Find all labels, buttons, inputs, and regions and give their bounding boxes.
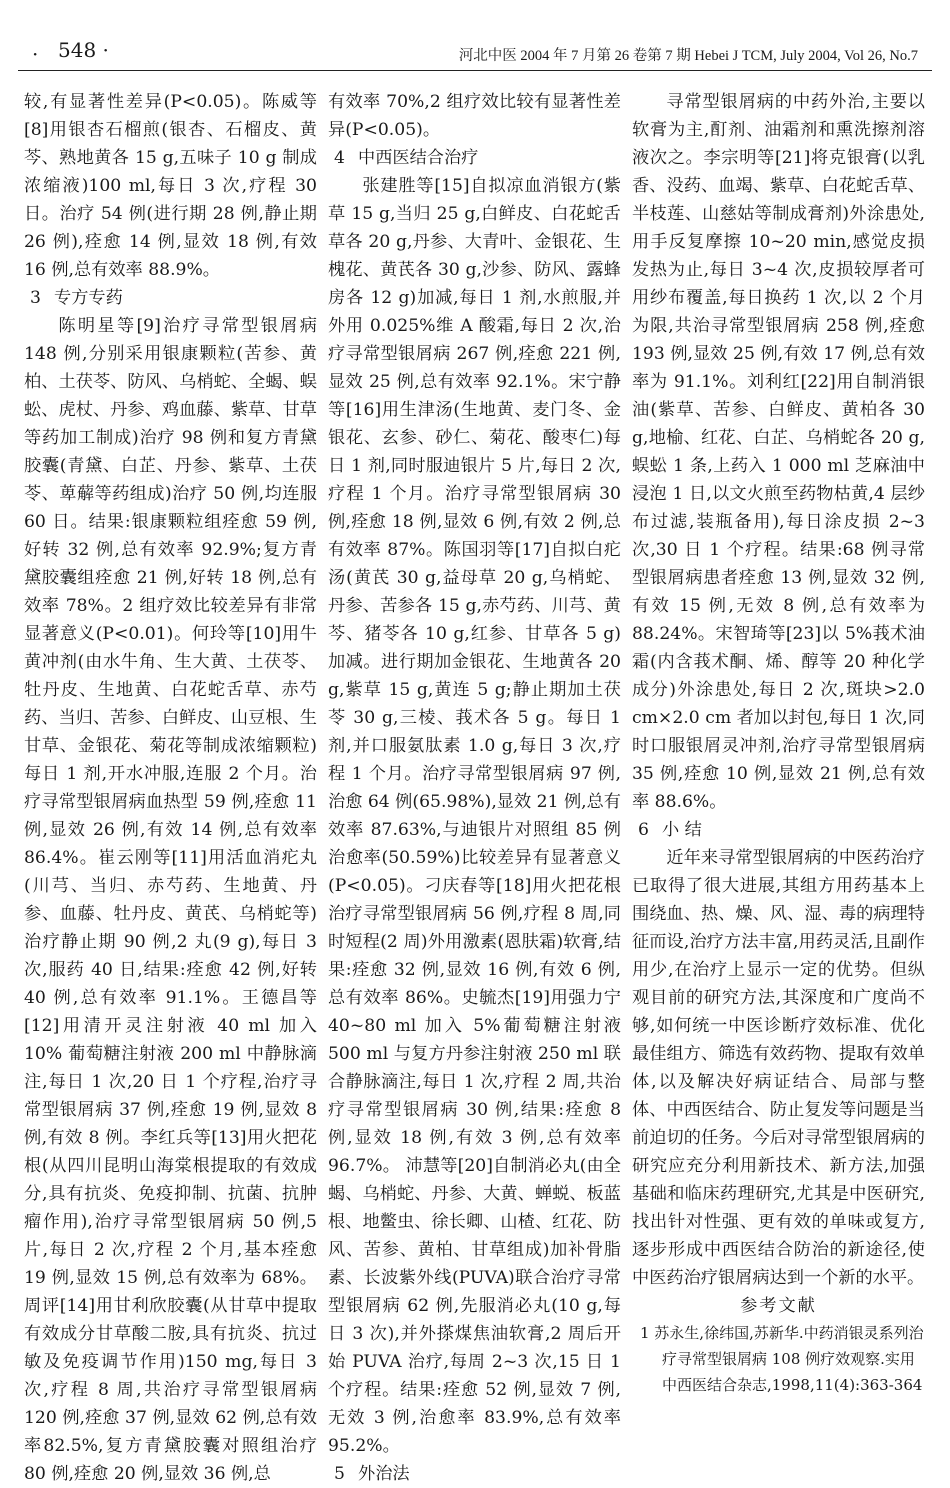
journal-running-title: 河北中医 2004 年 7 月第 26 卷第 7 期 Hebei J TCM, July 2004, Vol 26, No.7 [458, 48, 918, 64]
paragraph: 近年来寻常型银屑病的中医药治疗已取得了很大进展,其组方用药基本上围绕血、热、燥、风、湿、毒的病理特征而设,治疗方法丰富,用药灵活,且副作用少,在治疗上显示一定的优势。但纵观目前的研究方法,其深度和广度尚不够,如何统一中医诊断疗效标准、优化最佳组方、筛选有效药物、提取有效单体,以及解决好病证结合、局部与整体、中西医结合、防止复发等问题是当前迫切的任务。今后对寻常型银屑病的研究应充分利用新技术、新方法,加强基础和临床药理研究,尤其是中医研究,找出针对性强、更有效的单味或复方,逐步形成中西医结合防治的新途径,使中医药治疗银屑病达到一个新的水平。 [632, 848, 925, 1288]
paragraph-continued: 较,有显著性差异(P<0.05)。陈威等[8]用银杏石榴煎(银杏、石榴皮、黄芩、熟地黄各 15 g,五味子 10 g 制成浓缩液)100 ml,每日 3 次,疗程 30 日。治疗 54 例(进行期 28 例,静止期 26 例),痊愈 14 例,显效 18 例,有效 16 例,总有效率 88.9%。 [24, 92, 317, 280]
column-left [24, 88, 317, 1488]
column-middle [328, 88, 621, 1488]
page-number: 548 · [58, 38, 109, 62]
section-number: 3 [30, 288, 41, 308]
section-title: 中西医结合治疗 [358, 148, 479, 168]
section-title: 专方专药 [54, 288, 123, 308]
references-heading: 参考文献 [740, 1296, 817, 1316]
header-rule [18, 70, 932, 71]
section-title: 外治法 [358, 1464, 410, 1484]
column-right [632, 88, 925, 1398]
paragraph-continued: 有效率 70%,2 组疗效比较有显著性差异(P<0.05)。 [328, 92, 621, 140]
section-heading-4 [328, 144, 621, 172]
page-header [0, 0, 950, 80]
section-number: 6 [638, 820, 649, 840]
section-number: 5 [334, 1464, 345, 1484]
section-heading-3 [24, 284, 317, 312]
paragraph: 张建胜等[15]自拟凉血消银方(紫草 15 g,当归 25 g,白鲜皮、白花蛇舌草各 20 g,丹参、大青叶、金银花、生槐花、黄芪各 30 g,沙参、防风、露蜂房各 12 g)加减,每日 1 剂,水煎服,并外用 0.025%维 A 酸霜,每日 2 次,治疗寻常型银屑病 267 例,痊愈 221 例,显效 25 例,总有效率 92.1%。宋宁静等[16]用生津汤(生地黄、麦门冬、金银花、玄参、砂仁、菊花、酸枣仁)每日 1 剂,同时服迪银片 5 片,每日 2 次,疗程 1 个月。治疗寻常型银屑病 30 例,痊愈 18 例,显效 6 例,有效 2 例,总有效率 87%。陈国羽等[17]自拟白疕汤(黄芪 30 g,益母草 20 g,乌梢蛇、丹参、苦参各 15 g,赤芍药、川芎、黄芩、猪苓各 10 g,红参、甘草各 5 g)加减。进行期加金银花、生地黄各 20 g,紫草 15 g,黄连 5 g;静止期加土茯苓 30 g,三棱、莪术各 5 g。每日 1 剂,并口服氨肽素 1.0 g,每日 3 次,疗程 1 个月。治疗寻常型银屑病 97 例,治愈 64 例(65.98%),显效 21 例,总有效率 87.63%,与迪银片对照组 85 例治愈率(50.59%)比较差异有显著意义(P<0.05)。刁庆春等[18]用火把花根治疗寻常型银屑病 56 例,疗程 8 周,同时短程(2 周)外用激素(恩肤霜)软膏,结果:痊愈 32 例,显效 16 例,有效 6 例,总有效率 86%。史毓杰[19]用强力宁 40~80 ml 加入 5%葡萄糖注射液 500 ml 与复方丹参注射液 250 ml 联合静脉滴注,每日 1 次,疗程 2 周,共治疗寻常型银屑病 30 例,结果:痊愈 8 例,显效 18 例,有效 3 例,总有效率 96.7%。 沛慧等[20]自制消必丸(由全蝎、乌梢蛇、丹参、大黄、蝉蜕、板蓝根、地鳖虫、徐长卿、山楂、红花、防风、苦参、黄柏、甘草组成)加补骨脂素、长波紫外线(PUVA)联合治疗寻常型银屑病 62 例,先服消必丸(10 g,每日 3 次),并外搽煤焦油软膏,2 周后开始 PUVA 治疗,每周 2~3 次,15 日 1 个疗程。结果:痊愈 52 例,显效 7 例,无效 3 例,治愈率 83.9%,总有效率95.2%。 [328, 176, 621, 1456]
section-heading-5 [328, 1460, 621, 1488]
section-heading-6 [632, 816, 925, 844]
paragraph: 寻常型银屑病的中药外治,主要以软膏为主,酊剂、油霜剂和熏洗擦剂溶液次之。李宗明等[21]将克银膏(以乳香、没药、血竭、紫草、白花蛇舌草、半枝莲、山慈姑等制成膏剂)外涂患处,用手反复摩擦 10~20 min,感觉皮损发热为止,每日 3~4 次,皮损较厚者可用纱布覆盖,每日换药 1 次,以 2 个月为限,共治寻常型银屑病 258 例,痊愈 193 例,显效 25 例,有效 17 例,总有效率为 91.1%。刘利红[22]用自制消银油(紫草、苦参、白鲜皮、黄柏各 30 g,地榆、红花、白芷、乌梢蛇各 20 g,蜈蚣 1 条,上药入 1 000 ml 芝麻油中浸泡 1 日,以文火煎至药物枯黄,4 层纱布过滤,装瓶备用),每日涂皮损 2~3 次,30 日 1 个疗程。结果:68 例寻常型银屑病患者痊愈 13 例,显效 32 例,有效 15 例,无效 8 例,总有效率为 88.24%。宋智琦等[23]以 5%莪术油霜(内含莪术酮、烯、醇等 20 种化学成分)外涂患处,每日 2 次,斑块>2.0 cm×2.0 cm 者加以封包,每日 1 次,同时口服银屑灵冲剂,治疗寻常型银屑病 35 例,痊愈 10 例,显效 21 例,总有效率 88.6%。 [632, 92, 925, 812]
reference-item: 1 苏永生,徐纬国,苏新华.中药消银灵系列治疗寻常型银屑病 108 例疗效观察.实用中西医结合杂志,1998,11(4):363-364 [640, 1324, 924, 1394]
page-number-dot: · [32, 42, 39, 66]
section-number: 4 [334, 148, 345, 168]
paragraph: 陈明星等[9]治疗寻常型银屑病 148 例,分别采用银康颗粒(苦参、黄柏、土茯苓、防风、乌梢蛇、全蝎、蜈蚣、虎杖、丹参、鸡血藤、紫草、甘草等药加工制成)治疗 98 例和复方青黛胶囊(青黛、白芷、丹参、紫草、土茯苓、萆薢等药组成)治疗 50 例,均连服 60 日。结果:银康颗粒组痊愈 59 例,好转 32 例,总有效率 92.9%;复方青黛胶囊组痊愈 21 例,好转 18 例,总有效率 78%。2 组疗效比较差异有非常显著意义(P<0.01)。何玲等[10]用牛黄冲剂(由水牛角、生大黄、土茯苓、牡丹皮、生地黄、白花蛇舌草、赤芍药、当归、苦参、白鲜皮、山豆根、生甘草、金银花、菊花等制成浓缩颗粒)每日 1 剂,开水冲服,连服 2 个月。治疗寻常型银屑病血热型 59 例,痊愈 11 例,显效 26 例,有效 14 例,总有效率 86.4%。崔云刚等[11]用活血消疕丸(川芎、当归、赤芍药、生地黄、丹参、血藤、牡丹皮、黄芪、乌梢蛇等)治疗静止期 90 例,2 丸(9 g),每日 3 次,服药 40 日,结果:痊愈 42 例,好转 40 例,总有效率 91.1%。王德昌等[12]用清开灵注射液 40 ml 加入 10% 葡萄糖注射液 200 ml 中静脉滴注,每日 1 次,20 日 1 个疗程,治疗寻常型银屑病 37 例,痊愈 19 例,显效 8 例,有效 8 例。李红兵等[13]用火把花根(从四川昆明山海棠根提取的有效成分,具有抗炎、免疫抑制、抗菌、抗肿瘤作用),治疗寻常型银屑病 50 例,5 片,每日 2 次,疗程 2 个月,基本痊愈 19 例,显效 15 例,总有效率为 68%。周评[14]用甘利欣胶囊(从甘草中提取有效成分甘草酸二胺,具有抗炎、抗过敏及免疫调节作用)150 mg,每日 3 次,疗程 8 周,共治疗寻常型银屑病 120 例,痊愈 37 例,显效 62 例,总有效率82.5%,复方青黛胶囊对照组治疗 80 例,痊愈 20 例,显效 36 例,总 [24, 316, 317, 1484]
section-title: 小 结 [662, 820, 702, 840]
